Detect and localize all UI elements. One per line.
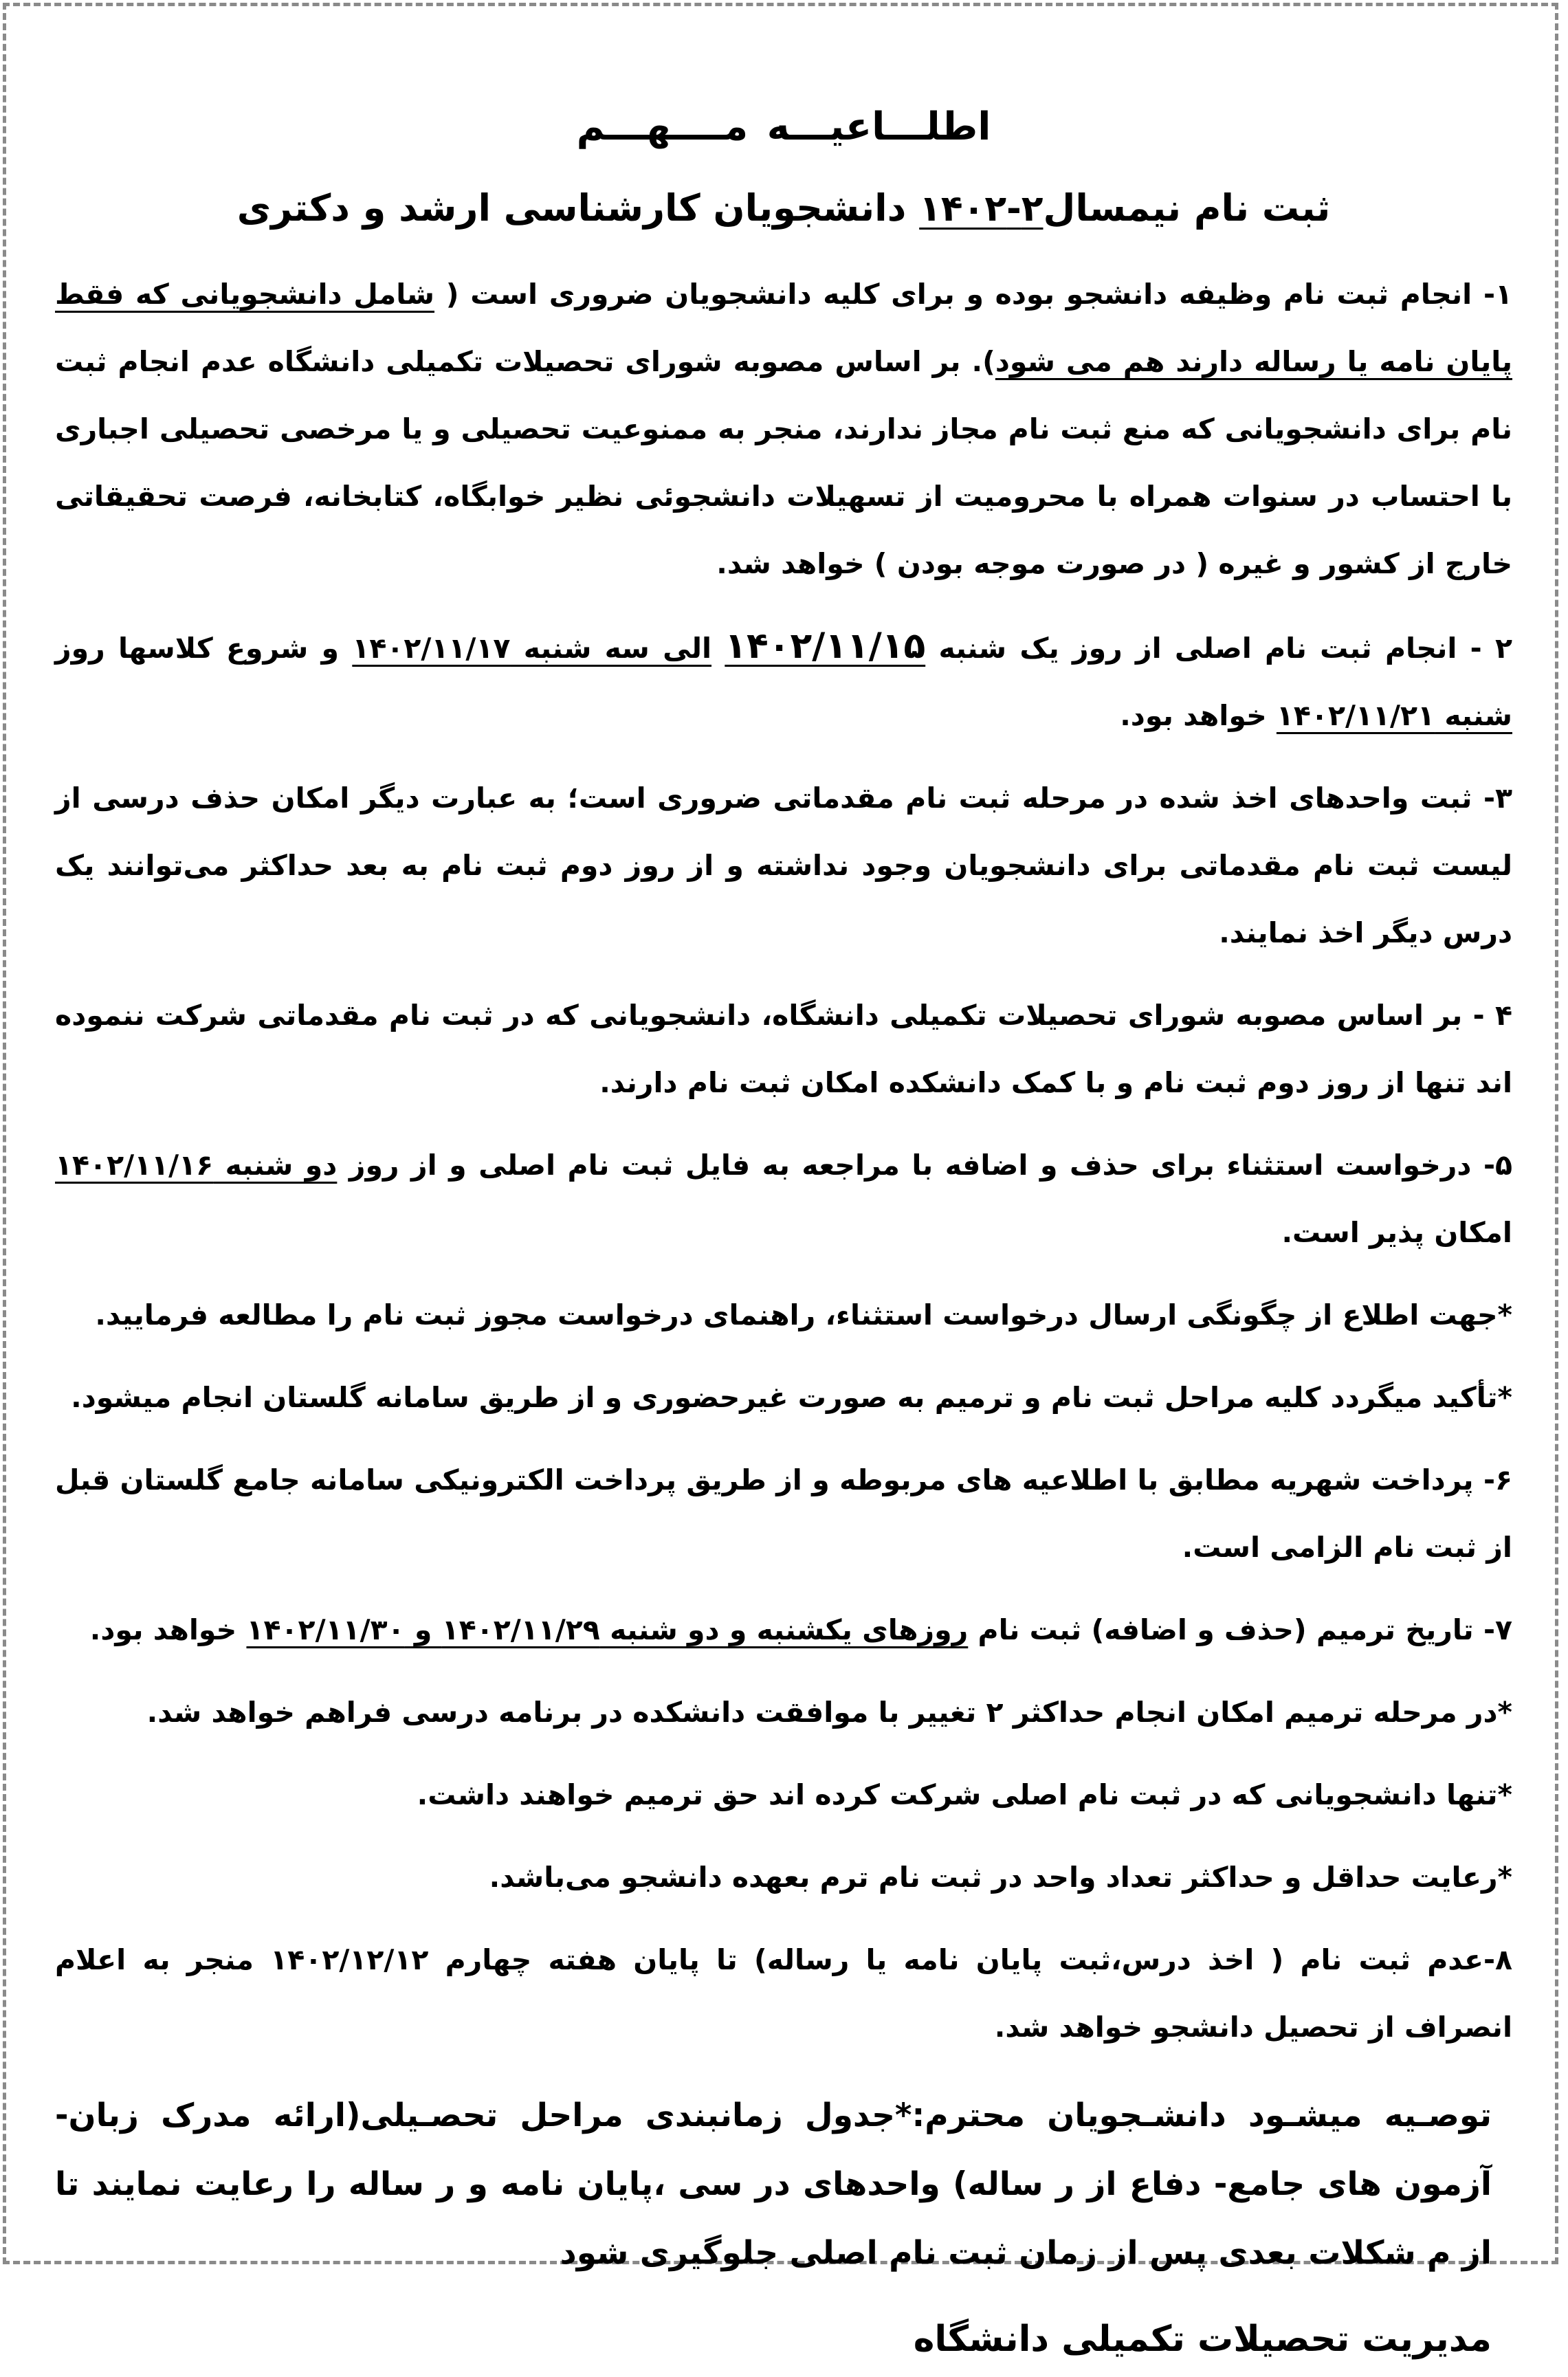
page-subtitle xyxy=(55,170,1512,247)
item-5 xyxy=(55,1131,1512,1266)
item-5-text-a: ۵- درخواست استثناء برای حذف و اضافه با مراجعه به فایل ثبت نام اصلی و از روز xyxy=(349,1149,1512,1182)
subtitle-prefix: ثبت نام نیمسال xyxy=(1043,186,1331,230)
item-7 xyxy=(55,1596,1512,1663)
item-2-text-d: خواهد بود. xyxy=(1120,699,1267,732)
item-4: ۴ - بر اساس مصوبه شورای تحصیلات تکمیلی دانشگاه، دانشجویانی که در ثبت نام مقدماتی شرکت ننموده اند تنها از روز دوم ثبت نام و با کمک دانشکده امکان ثبت نام دارند. xyxy=(55,999,1512,1099)
item-2-end-date: الی سه شنبه ۱۴۰۲/۱۱/۱۷ xyxy=(352,632,712,665)
recommendation-paragraph: توصـیه میشـود دانشـجویان محترم:*جدول زمانبندی مراحل تحصـیلی(ارائه مدرک زبان- آزمون های جامع- دفاع از ر ساله) واحدهای در سی ،پایان نامه و ر ساله را رعایت نمایند تا از م شکلات بعدی پس از زمان ثبت نام اصلی جلوگیری شود xyxy=(55,2097,1492,2272)
item-5-date: دو شنبه ۱۴۰۲/۱۱/۱۶ xyxy=(55,1149,338,1182)
item-1 xyxy=(55,261,1512,597)
item-7-text-b: خواهد بود. xyxy=(89,1613,237,1646)
item-1-text-a: ۱- انجام ثبت نام وظیفه دانشجو بوده و برای کلیه دانشجویان ضروری است ( xyxy=(445,278,1512,311)
item-2-start-date: ۱۴۰۲/۱۱/۱۵ xyxy=(725,626,926,667)
item-6: ۶- پرداخت شهریه مطابق با اطلاعیه های مربوطه و از طریق پرداخت الکترونیکی سامانه جامع گلستان قبل از ثبت نام الزامی است. xyxy=(55,1463,1512,1564)
item-2-class-start: شنبه ۱۴۰۲/۱۱/۲۱ xyxy=(1276,699,1512,732)
subtitle-term: ۲-۱۴۰۲ xyxy=(919,188,1044,230)
item-1-underlined: شامل دانشجویانی که فقط پایان نامه یا رساله دارند هم می شود xyxy=(55,278,1513,378)
subtitle-suffix: دانشجویان کارشناسی ارشد و دکتری xyxy=(236,186,907,230)
page-title: اطلـــاعیـــه مــــهـــم xyxy=(576,104,991,149)
note-max-changes: *در مرحله ترمیم امکان انجام حداکثر ۲ تغییر با موافقت دانشکده در برنامه درسی فراهم خواهد شد. xyxy=(146,1696,1512,1729)
item-2-text-a: ۲ - انجام ثبت نام اصلی از روز یک شنبه xyxy=(938,632,1512,665)
item-2-text-c: و شروع کلاسها روز xyxy=(55,632,340,665)
item-7-dates: روزهای یکشنبه و دو شنبه ۱۴۰۲/۱۱/۲۹ و ۱۴۰۲/۱۱/۳۰ xyxy=(246,1613,969,1646)
announcement-document xyxy=(55,89,1512,2377)
item-2 xyxy=(55,612,1512,749)
item-7-text-a: ۷- تاریخ ترمیم (حذف و اضافه) ثبت نام xyxy=(978,1613,1512,1646)
signature: مدیریت تحصیلات تکمیلی دانشگاه xyxy=(913,2319,1492,2360)
item-5-text-b: امکان پذیر است. xyxy=(1281,1216,1512,1249)
note-exception-guide: *جهت اطلاع از چگونگی ارسال درخواست استثناء، راهنمای درخواست مجوز ثبت نام را مطالعه فرمایید. xyxy=(95,1298,1512,1331)
note-eligible-students: *تنها دانشجویانی که در ثبت نام اصلی شرکت کرده اند حق ترمیم خواهند داشت. xyxy=(417,1778,1512,1811)
item-8: ۸-عدم ثبت نام ( اخذ درس،ثبت پایان نامه یا رساله) تا پایان هفته چهارم ۱۴۰۲/۱۲/۱۲ منجر به اعلام انصراف از تحصیل دانشجو خواهد شد. xyxy=(55,1943,1512,2044)
item-1-text-b: ). بر اساس مصوبه شورای تحصیلات تکمیلی دانشگاه عدم انجام ثبت نام برای دانشجویانی که منع ثبت نام مجاز ندارند، منجر به ممنوعیت تحصیلی و یا مرخصی تحصیلی اجباری با احتساب در سنوات همراه با محرومیت از تسهیلات دانشجوئی نظیر خوابگاه، کتابخانه، فرصت تحقیقاتی خارج از کشور و غیره ( در صورت موجه بودن ) خواهد شد. xyxy=(55,345,1512,580)
item-3: ۳- ثبت واحدهای اخذ شده در مرحله ثبت نام مقدماتی ضروری است؛ به عبارت دیگر امکان حذف درسی از لیست ثبت نام مقدماتی برای دانشجویان وجود نداشته و از روز دوم ثبت نام به بعد حداکثر می‌توانند یک درس دیگر اخذ نمایند. xyxy=(55,782,1512,949)
note-online-registration: *تأکید میگردد کلیه مراحل ثبت نام و ترمیم به صورت غیرحضوری و از طریق سامانه گلستان انجام میشود. xyxy=(71,1381,1512,1414)
note-unit-limits: *رعایت حداقل و حداکثر تعداد واحد در ثبت نام ترم بعهده دانشجو می‌باشد. xyxy=(489,1861,1512,1894)
